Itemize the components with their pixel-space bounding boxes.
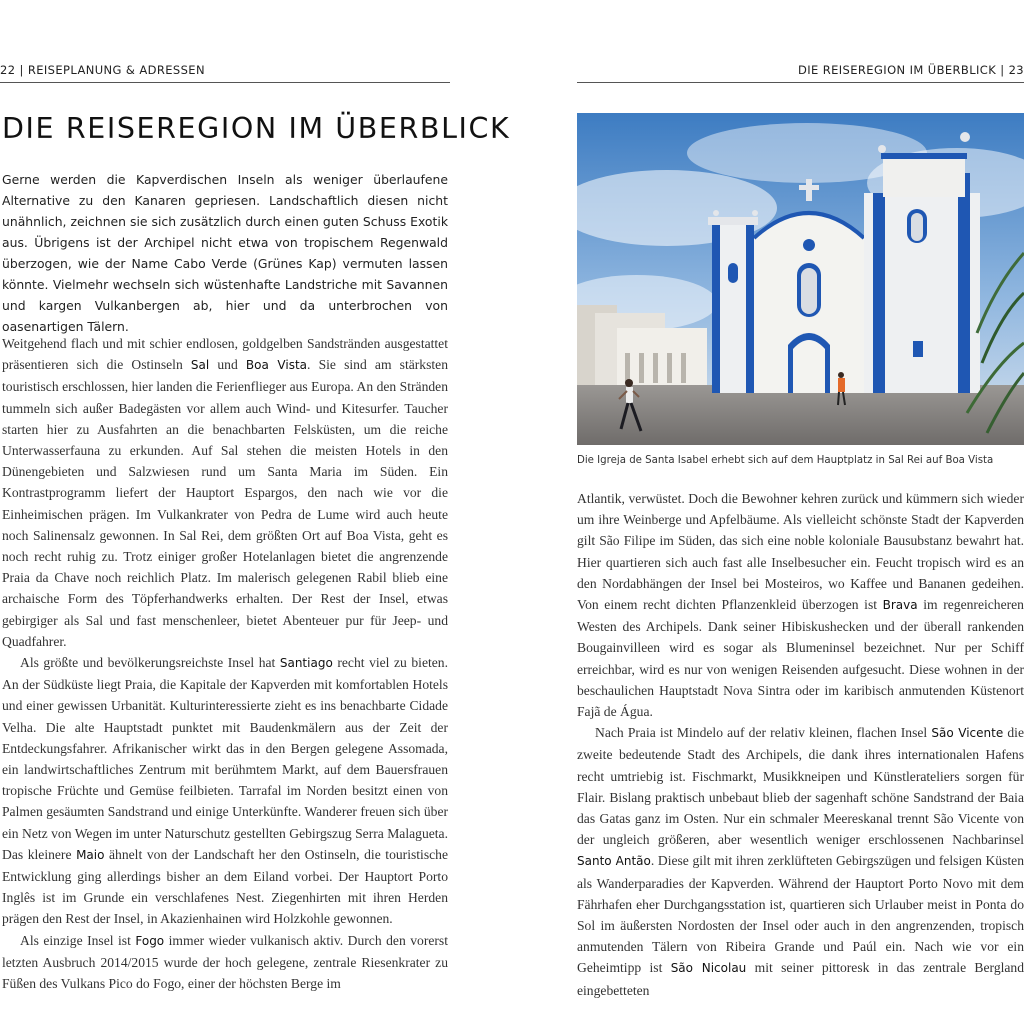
paragraph-fogo: Als einzige Insel ist Fogo immer wieder vulkanisch aktiv. Durch den vorerst letzten Ausbruch 2014/2015 wurde der hoch gelegene, zentrale Riesenkrater zu Füßen des Vulkans Pico do Fogo, einer der höchsten Berge im — [2, 932, 448, 992]
island-name-brava: Brava — [882, 598, 918, 613]
island-name-santiago: Santiago — [279, 656, 333, 671]
photo-caption: Die Igreja de Santa Isabel erhebt sich auf dem Hauptplatz in Sal Rei auf Boa Vista — [577, 455, 994, 466]
island-name-fogo: Fogo — [135, 933, 165, 948]
intro-paragraph: Gerne werden die Kapverdischen Inseln als weniger überlaufene Alternative zu den Kanaren gepriesen. Landschaftlich diesen nicht unähnlich, zeichnen sie sich zusätzlich durch einen guten Schuss Exotik aus. Übrigens ist der Archipel nicht etwa von tropischem Regenwald überzogen, wie der Name Cabo Verde (Grünes Kap) vermuten lassen könnte. Vielmehr wechseln sich wüstenhafte Landstriche mit Savannen und kargen Vulkanbergen ab, hier und da unterbrochen von oasenartigen Tälern. — [2, 172, 448, 334]
island-name-boa-vista: Boa Vista — [245, 358, 308, 373]
paragraph-fogo-brava: Atlantik, verwüstet. Doch die Bewohner kehren zurück und kümmern sich wieder um ihre Weinberge und Apfelbäume. Als vielleicht schönste Stadt der Kapverden gilt São Filipe im Süden, das sich eine noble koloniale Bausubstanz bewahrt hat. Hier quartieren sich auch fast alle Inselbesucher ein. Feucht tropisch wird es an den Nordabhängen der Insel bei Mosteiros, wo Kaffee und Bananen gedeihen. Von einem recht dichten Pflanzenkleid überzogen ist Brava im regenreicheren Westen des Archipels. Dank seiner Hibiskushecken und der überall rankenden Bougainvilleen wird es sogar als Blumeninsel bezeichnet. Nur per Schiff erreichbar, wird es nur von wenigen Reisenden aufgesucht. Diese wohnen in der beschaulichen Hauptstadt Nova Sintra oder im karibisch anmutenden Küstenort Fajã de Água. — [577, 491, 1024, 720]
island-name-sal: Sal — [190, 358, 210, 373]
right-body-text — [577, 488, 1024, 1001]
island-name-sao-vicente: São Vicente — [931, 726, 1004, 741]
island-name-santo-antao: Santo Antão — [577, 854, 651, 869]
right-running-header — [577, 60, 1024, 83]
church-photo-illustration — [577, 113, 1024, 445]
paragraph-sao-vicente: Nach Praia ist Mindelo auf der relativ kleinen, flachen Insel São Vicente die zweite bedeutende Stadt des Archipels, die dank ihres internationalen Hafens recht umtriebig ist. Fischmarkt, Musikkneipen und Künstlerateliers sorgen für Flair. Bislang praktisch unbebaut blieb der sagenhaft schöne Sandstrand der Baia das Gatas ganz im Osten. Nur ein schmaler Meereskanal trennt São Vicente von der ungleich größeren, aber wesentlich weniger erschlossenen Nachbarinsel Santo Antão. Diese gilt mit ihren zerklüfteten Gebirgszügen und felsigen Küsten als Wanderparadies der Kapverden. Während der Hauptort Porto Novo mit dem Fährhafen eher Durchgangsstation ist, quartieren sich Urlauber meist in Ponta do Sol im äußersten Nordosten der Insel oder auch in den angrenzenden, tropisch anmutenden Tälern von Ribeira Grande und Paúl ein. Nach wie vor ein Geheimtipp ist São Nicolau mit seiner pittoresk in das zentrale Bergland eingebetteten — [577, 725, 1025, 998]
left-body-text — [2, 333, 448, 994]
left-running-header — [0, 60, 450, 83]
left-page — [0, 0, 511, 1030]
page-title: DIE REISEREGION IM ÜBERBLICK — [2, 112, 511, 145]
island-name-maio: Maio — [76, 847, 105, 862]
right-page — [577, 0, 1024, 1030]
right-header-text: DIE REISEREGION IM ÜBERBLICK | 23 — [797, 63, 1024, 77]
island-name-sao-nicolau: São Nicolau — [670, 961, 747, 976]
left-header-text: 22 | REISEPLANUNG & ADRESSEN — [0, 63, 205, 77]
paragraph-east-islands: Weitgehend flach und mit schier endlosen, goldgelben Sandstränden ausgestattet präsentieren sich die Ostinseln Sal und Boa Vista. Sie sind am stärksten touristisch erschlossen, hier landen die Ferienflieger aus Europa. An den Stränden tummeln sich außer Badegästen vor allem auch Wind- und Kitesurfer. Taucher starten hier zu Ausfahrten an die benachbarten Felsküsten, um die reiche Unterwasserfauna zu erkunden. Auf Sal stehen die meisten Hotels in den Dünengebieten und Salzwiesen rund um Santa Maria im Süden. Ein Kontrastprogramm liefert der Hauptort Espargos, den nach wie vor die Einheimischen prägen. Im Vulkankrater von Pedra de Lume wird auch heute noch Salinensalz gewonnen. In Sal Rei, dem größten Ort auf Boa Vista, geht es noch recht ruhig zu. Trotz einiger großer Hotelanlagen bietet die angrenzende Praia da Chave noch reichlich Platz. Im malerisch gelegenen Rabil blieb eine archaische Form des Töpferhandwerks erhalten. Der Rest der Insel, etwas gebirgiger als Sal und fast menschenleer, bietet Abenteuer pur für Jeep- und Quadfahrer. — [2, 336, 448, 649]
church-photo — [577, 113, 1024, 445]
paragraph-santiago: Als größte und bevölkerungsreichste Insel hat Santiago recht viel zu bieten. An der Südküste liegt Praia, die Kapitale der Kapverden mit komfortablen Hotels und einer gewissen Urbanität. Kulturinteressierte zieht es ins benachbarte Cidade Velha. Die alte Hauptstadt punktet mit Baudenkmälern aus der Zeit der Entdeckungsfahrer. Afrikanischer wirkt das in den Bergen gelegene Assomada, ein landwirtschaftliches Zentrum mit berühmtem Markt, auf dem Bauersfrauen tropische Früchte und Gemüse feilbieten. Tarrafal im Norden besitzt einen von Palmen gesäumten Sandstrand und einige Unterkünfte. Wanderer freuen sich über ein Netz von Wegen im unter Naturschutz gestellten Gebirgszug Serra Malagueta. Das kleinere Maio ähnelt von der Landschaft her den Ostinseln, die touristische Entwicklung ging allerdings bisher an dem Eiland vorbei. Der Hauptort Porto Inglês ist im Grunde ein verschlafenes Nest. Ziegenhirten mit ihren Herden prägen den Rest der Insel, in Akazienhainen wird Holzkohle gewonnen. — [2, 655, 448, 927]
